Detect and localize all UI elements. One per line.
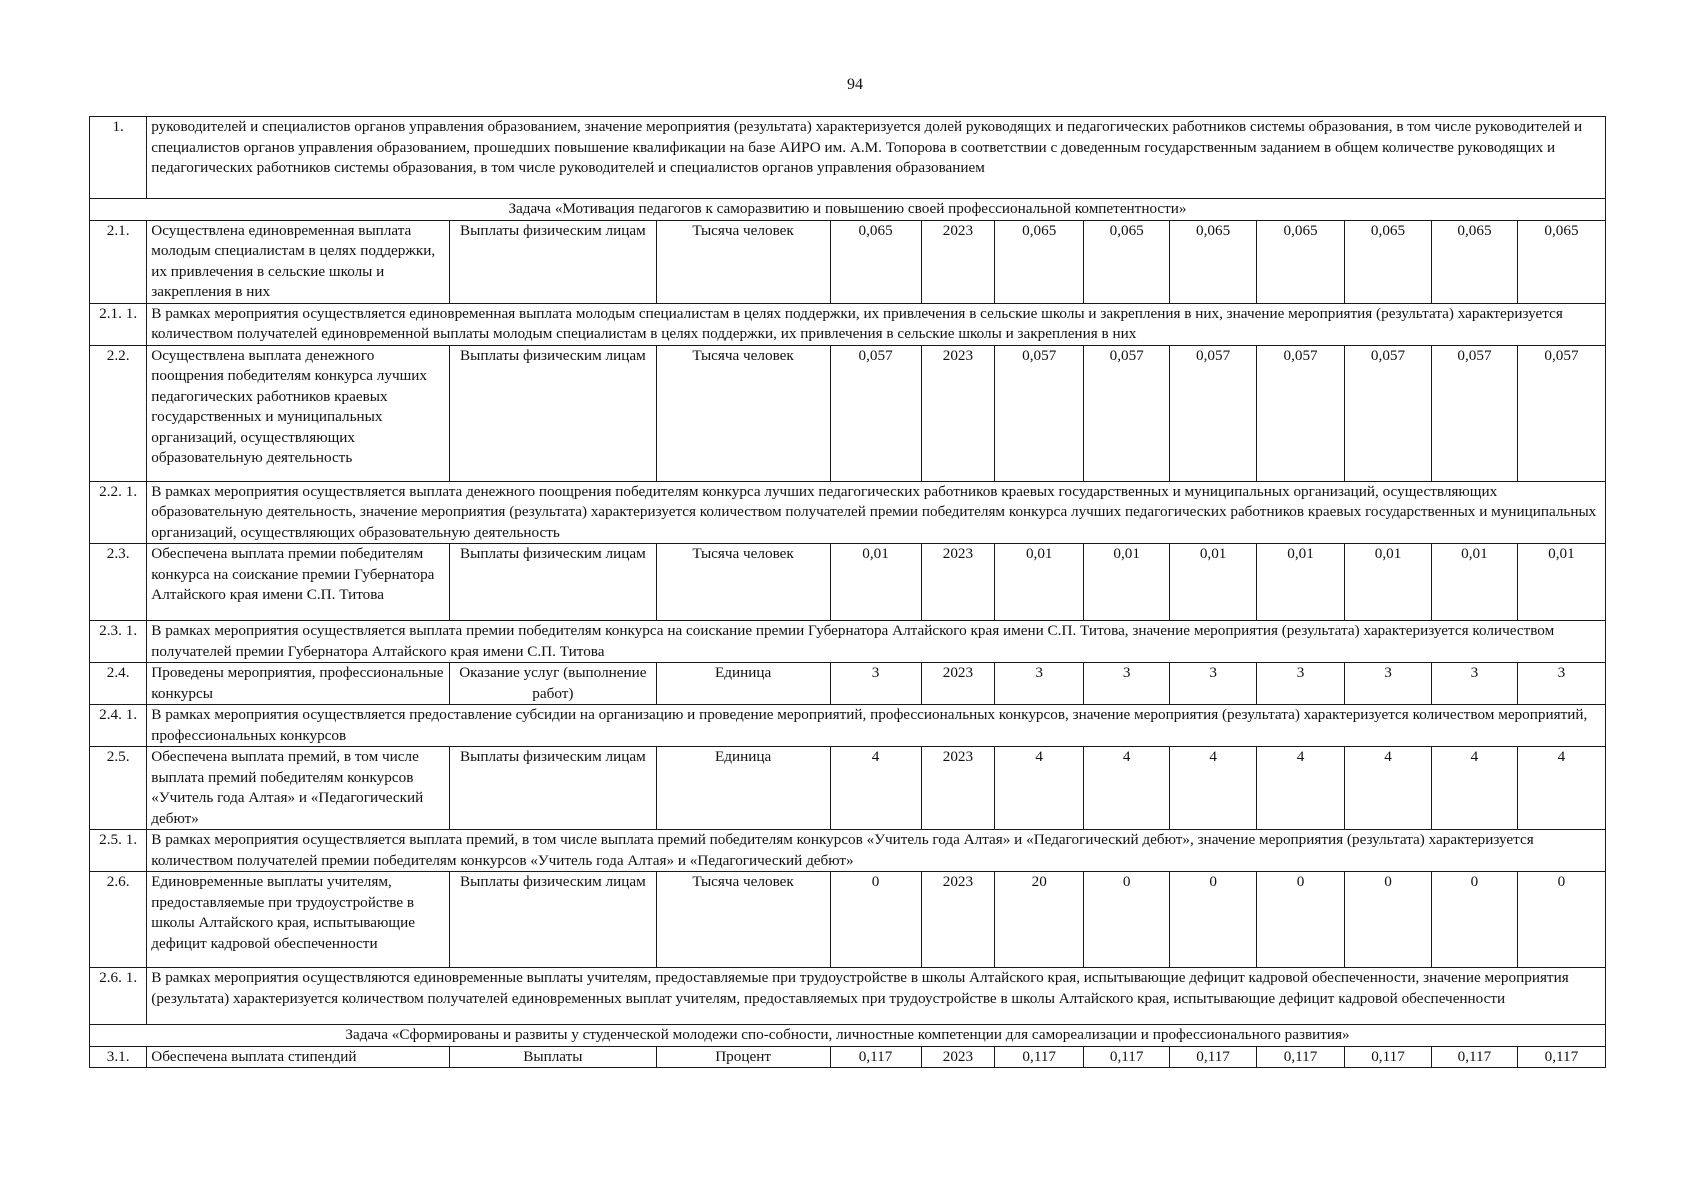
year-value-v5: 4 <box>1345 747 1432 830</box>
base-value: 0,117 <box>830 1046 921 1068</box>
base-value: 3 <box>830 663 921 705</box>
year-value-v1: 4 <box>995 747 1084 830</box>
row-number: 2.3. 1. <box>90 621 147 663</box>
description-row <box>90 117 1606 199</box>
row-number: 2.6. <box>90 872 147 968</box>
year-value-v3: 3 <box>1170 663 1257 705</box>
year-value-v7: 0,057 <box>1517 345 1605 481</box>
year-value-v2: 3 <box>1084 663 1170 705</box>
description-text: В рамках мероприятия осуществляется выплата денежного поощрения победителям конкурса лучших педагогических работников краевых государственных и муниципальных организаций, осуществляющих образовательную деятельность, значение мероприятия (результата) характеризуется количеством получателей премии победителям конкурса лучших педагогических работников краевых государственных и муниципальных организаций, осуществляющих образовательную деятельность <box>147 481 1606 544</box>
row-number: 2.5. <box>90 747 147 830</box>
row-number: 2.2. 1. <box>90 481 147 544</box>
base-value: 0,057 <box>830 345 921 481</box>
description-text: В рамках мероприятия осуществляется единовременная выплата молодым специалистам в целях поддержки, их привлечения в сельские школы и закрепления в них, значение мероприятия (результата) характеризуется количеством получателей единовременной выплаты молодым специалистам в целях поддержки, их привлечения в сельские школы и закрепления в них <box>147 303 1606 345</box>
description-row <box>90 303 1606 345</box>
task-title: Задача «Сформированы и развиты у студенческой молодежи спо-собности, личностные компетенции для самореализации и профессионального развития» <box>90 1025 1606 1047</box>
year-value-v6: 0,057 <box>1431 345 1517 481</box>
indicator-row <box>90 345 1606 481</box>
base-value: 0 <box>830 872 921 968</box>
year-value-v1: 0,065 <box>995 220 1084 303</box>
task-row <box>90 1025 1606 1047</box>
year-value-v4: 0,057 <box>1257 345 1345 481</box>
year-value-v2: 0 <box>1084 872 1170 968</box>
description-text: В рамках мероприятия осуществляется выплата премии победителям конкурса на соискание премии Губернатора Алтайского края имени С.П. Титова, значение мероприятия (результата) характеризуется количеством получателей премии Губернатора Алтайского края имени С.П. Титова <box>147 621 1606 663</box>
indicator-row <box>90 872 1606 968</box>
unit: Тысяча человек <box>656 345 830 481</box>
row-number: 2.1. <box>90 220 147 303</box>
year-value-v6: 3 <box>1431 663 1517 705</box>
year-value-v5: 0,01 <box>1345 544 1432 621</box>
year-value-v6: 0,01 <box>1431 544 1517 621</box>
description-row <box>90 968 1606 1025</box>
base-value: 4 <box>830 747 921 830</box>
row-number: 2.2. <box>90 345 147 481</box>
year-value-v4: 0 <box>1257 872 1345 968</box>
year-value-v6: 0,065 <box>1431 220 1517 303</box>
row-number: 2.3. <box>90 544 147 621</box>
indicator-name: Обеспечена выплата премий, в том числе выплата премий победителям конкурсов «Учитель года Алтая» и «Педагогический дебют» <box>147 747 450 830</box>
description-row <box>90 830 1606 872</box>
year-value-v1: 3 <box>995 663 1084 705</box>
year-value-v2: 0,065 <box>1084 220 1170 303</box>
year-value-v7: 4 <box>1517 747 1605 830</box>
row-number: 2.4. <box>90 663 147 705</box>
result-type: Выплаты физическим лицам <box>450 747 657 830</box>
description-text: В рамках мероприятия осуществляются единовременные выплаты учителям, предоставляемые при трудоустройстве в школы Алтайского края, испытывающие дефицит кадровой обеспеченности, значение мероприятия (результата) характеризуется количеством получателей единовременных выплат учителям, предоставляемых при трудоустройстве в школы Алтайского края, испытывающие дефицит кадровой обеспеченности <box>147 968 1606 1025</box>
description-text: В рамках мероприятия осуществляется выплата премий, в том числе выплата премий победителям конкурсов «Учитель года Алтая» и «Педагогический дебют», значение мероприятия (результата) характеризуется количеством получателей премии победителям конкурсов «Учитель года Алтая» и «Педагогический дебют» <box>147 830 1606 872</box>
year-value-v6: 0,117 <box>1431 1046 1517 1068</box>
year-value-v4: 0,065 <box>1257 220 1345 303</box>
year-value-v5: 0,057 <box>1345 345 1432 481</box>
year-value-v3: 0,117 <box>1170 1046 1257 1068</box>
indicator-name: Проведены мероприятия, профессиональные конкурсы <box>147 663 450 705</box>
description-row <box>90 481 1606 544</box>
year-value-v7: 0,117 <box>1517 1046 1605 1068</box>
base-year: 2023 <box>921 544 995 621</box>
year-value-v7: 0,065 <box>1517 220 1605 303</box>
year-value-v5: 0,065 <box>1345 220 1432 303</box>
indicator-row <box>90 1046 1606 1068</box>
description-row <box>90 621 1606 663</box>
indicator-row <box>90 663 1606 705</box>
year-value-v7: 0 <box>1517 872 1605 968</box>
year-value-v7: 0,01 <box>1517 544 1605 621</box>
row-number: 1. <box>90 117 147 199</box>
row-number: 2.5. 1. <box>90 830 147 872</box>
year-value-v4: 3 <box>1257 663 1345 705</box>
result-type: Выплаты физическим лицам <box>450 345 657 481</box>
indicators-table <box>89 116 1606 1068</box>
year-value-v3: 0,065 <box>1170 220 1257 303</box>
year-value-v3: 0 <box>1170 872 1257 968</box>
indicator-name: Единовременные выплаты учителям, предоставляемые при трудоустройстве в школы Алтайского края, испытывающие дефицит кадровой обеспеченности <box>147 872 450 968</box>
unit: Тысяча человек <box>656 872 830 968</box>
year-value-v2: 0,117 <box>1084 1046 1170 1068</box>
unit: Единица <box>656 747 830 830</box>
year-value-v3: 0,01 <box>1170 544 1257 621</box>
row-number: 2.6. 1. <box>90 968 147 1025</box>
year-value-v1: 0,057 <box>995 345 1084 481</box>
result-type: Выплаты физическим лицам <box>450 872 657 968</box>
year-value-v5: 0 <box>1345 872 1432 968</box>
row-number: 2.1. 1. <box>90 303 147 345</box>
year-value-v2: 4 <box>1084 747 1170 830</box>
indicator-row <box>90 544 1606 621</box>
year-value-v6: 0 <box>1431 872 1517 968</box>
indicator-name: Обеспечена выплата стипендий <box>147 1046 450 1068</box>
year-value-v1: 0,117 <box>995 1046 1084 1068</box>
year-value-v5: 0,117 <box>1345 1046 1432 1068</box>
result-type: Оказание услуг (выполнение работ) <box>450 663 657 705</box>
row-number: 3.1. <box>90 1046 147 1068</box>
unit: Тысяча человек <box>656 220 830 303</box>
year-value-v3: 4 <box>1170 747 1257 830</box>
result-type: Выплаты физическим лицам <box>450 544 657 621</box>
result-type: Выплаты <box>450 1046 657 1068</box>
year-value-v4: 0,01 <box>1257 544 1345 621</box>
task-title: Задача «Мотивация педагогов к саморазвитию и повышению своей профессиональной компетентности» <box>90 199 1606 221</box>
description-text: руководителей и специалистов органов управления образованием, значение мероприятия (результата) характеризуется долей руководящих и педагогических работников системы образования, в том числе руководителей и специалистов органов управления образованием, прошедших повышение квалификации на базе АИРО им. А.М. Топорова в соответствии с доведенным государственным заданием в общем количестве руководящих и педагогических работников системы образования, в том числе руководителей и специалистов органов управления образованием <box>147 117 1606 199</box>
year-value-v4: 0,117 <box>1257 1046 1345 1068</box>
year-value-v1: 0,01 <box>995 544 1084 621</box>
base-year: 2023 <box>921 747 995 830</box>
unit: Единица <box>656 663 830 705</box>
description-text: В рамках мероприятия осуществляется предоставление субсидии на организацию и проведение мероприятий, профессиональных конкурсов, значение мероприятия (результата) характеризуется количеством мероприятий, профессиональных конкурсов <box>147 705 1606 747</box>
base-year: 2023 <box>921 345 995 481</box>
task-row <box>90 199 1606 221</box>
year-value-v2: 0,01 <box>1084 544 1170 621</box>
base-year: 2023 <box>921 872 995 968</box>
base-value: 0,065 <box>830 220 921 303</box>
base-year: 2023 <box>921 663 995 705</box>
base-year: 2023 <box>921 220 995 303</box>
unit: Тысяча человек <box>656 544 830 621</box>
result-type: Выплаты физическим лицам <box>450 220 657 303</box>
year-value-v3: 0,057 <box>1170 345 1257 481</box>
row-number: 2.4. 1. <box>90 705 147 747</box>
description-row <box>90 705 1606 747</box>
base-value: 0,01 <box>830 544 921 621</box>
base-year: 2023 <box>921 1046 995 1068</box>
indicator-name: Осуществлена единовременная выплата молодым специалистам в целях поддержки, их привлечения в сельские школы и закрепления в них <box>147 220 450 303</box>
year-value-v4: 4 <box>1257 747 1345 830</box>
indicator-name: Обеспечена выплата премии победителям конкурса на соискание премии Губернатора Алтайского края имени С.П. Титова <box>147 544 450 621</box>
year-value-v6: 4 <box>1431 747 1517 830</box>
year-value-v2: 0,057 <box>1084 345 1170 481</box>
year-value-v1: 20 <box>995 872 1084 968</box>
indicator-name: Осуществлена выплата денежного поощрения победителям конкурса лучших педагогических работников краевых государственных и муниципальных организаций, осуществляющих образовательную деятельность <box>147 345 450 481</box>
page-number: 94 <box>847 76 863 93</box>
year-value-v7: 3 <box>1517 663 1605 705</box>
year-value-v5: 3 <box>1345 663 1432 705</box>
indicator-row <box>90 747 1606 830</box>
indicator-row <box>90 220 1606 303</box>
unit: Процент <box>656 1046 830 1068</box>
